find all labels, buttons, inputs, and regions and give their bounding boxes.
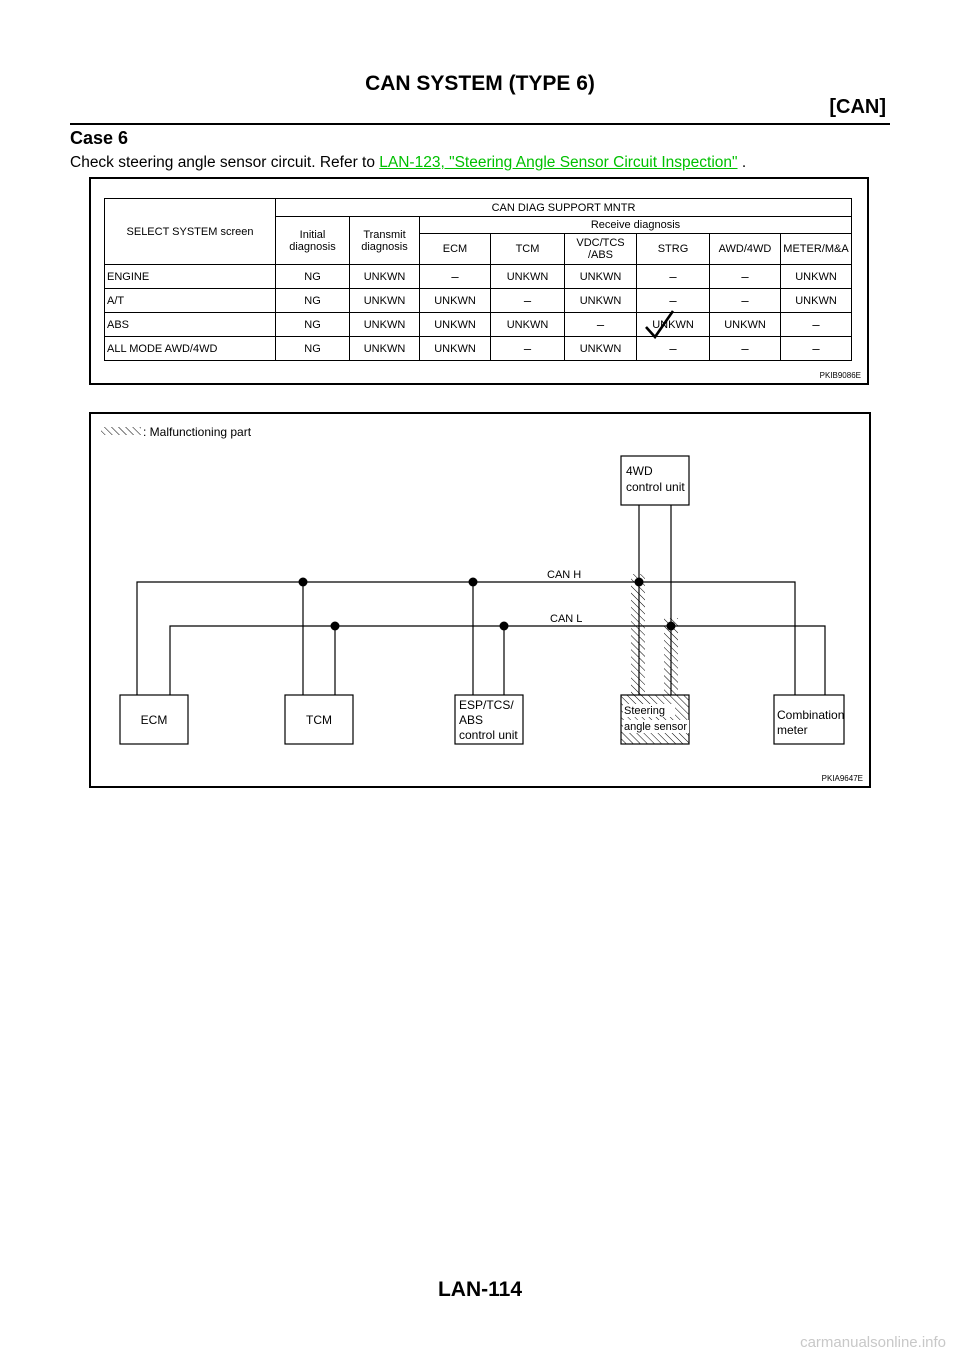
svg-text:angle sensor: angle sensor <box>624 721 687 733</box>
diagnosis-table-figure <box>89 177 869 385</box>
junction-dot <box>635 578 644 587</box>
tcm-unit <box>285 695 353 744</box>
figure-code: PKIB9086E <box>819 371 861 380</box>
row-label: ABS <box>105 313 276 337</box>
table-cell: UNKWN <box>637 313 710 337</box>
svg-text:4WD: 4WD <box>626 464 653 478</box>
ecm-unit <box>120 695 188 744</box>
table-cell: UNKWN <box>420 337 491 361</box>
steering-angle-sensor-unit <box>621 695 689 744</box>
svg-text:control unit: control unit <box>459 728 518 742</box>
table-cell: UNKWN <box>350 265 420 289</box>
abs-control-unit <box>455 695 523 744</box>
checkmark-icon <box>643 309 677 343</box>
table-cell: UNKWN <box>420 313 491 337</box>
table-cell: UNKWN <box>420 289 491 313</box>
table-cell: – <box>710 265 781 289</box>
table-cell: UNKWN <box>710 313 781 337</box>
svg-text:Steering: Steering <box>624 705 665 717</box>
receive-diagnosis-header: Receive diagnosis <box>420 217 852 234</box>
table-cell: NG <box>276 289 350 313</box>
page-number: LAN-114 <box>437 1278 523 1301</box>
legend-text: : Malfunctioning part <box>143 425 252 439</box>
table-cell: UNKWN <box>781 289 852 313</box>
select-system-header: SELECT SYSTEM screen <box>105 199 276 265</box>
case-title: Case 6 <box>70 128 129 148</box>
table-cell: UNKWN <box>350 289 420 313</box>
instruction-text <box>70 154 746 172</box>
junction-dot <box>469 578 478 587</box>
table-cell: – <box>710 289 781 313</box>
table-row <box>105 289 852 313</box>
receive-col-header: VDC/TCS /ABS <box>565 234 637 265</box>
receive-col-header: METER/M&A <box>781 234 852 265</box>
receive-col-header: AWD/4WD <box>710 234 781 265</box>
svg-text:Combination: Combination <box>777 708 845 722</box>
can-wiring-diagram <box>91 414 869 786</box>
svg-text:ESP/TCS/: ESP/TCS/ <box>459 698 514 712</box>
table-cell: – <box>781 337 852 361</box>
table-cell: UNKWN <box>565 337 637 361</box>
can-h-label: CAN H <box>547 569 582 581</box>
row-label: ENGINE <box>105 265 276 289</box>
table-cell: UNKWN <box>350 313 420 337</box>
instruction-prefix: Check steering angle sensor circuit. Refer to <box>70 154 380 171</box>
table-cell: – <box>491 337 565 361</box>
can-l-label: CAN L <box>550 613 583 625</box>
junction-dot <box>331 622 340 631</box>
footer-watermark: carmanualsonline.info <box>800 1334 946 1351</box>
table-cell: UNKWN <box>565 289 637 313</box>
section-tag: [CAN] <box>829 96 886 118</box>
table-cell: – <box>637 265 710 289</box>
table-cell: – <box>781 313 852 337</box>
junction-dot <box>667 622 676 631</box>
receive-col-header: TCM <box>491 234 565 265</box>
table-cell: – <box>637 337 710 361</box>
svg-text:ABS: ABS <box>459 713 484 727</box>
inspection-reference-link[interactable]: LAN-123, "Steering Angle Sensor Circuit Inspection" <box>379 154 738 171</box>
junction-dot <box>500 622 509 631</box>
page-title: CAN SYSTEM (TYPE 6) <box>365 72 595 95</box>
can-diag-table <box>104 198 852 361</box>
svg-text:control unit: control unit <box>626 480 685 494</box>
table-cell: NG <box>276 337 350 361</box>
table-cell: – <box>637 289 710 313</box>
malfunction-wire-h <box>631 574 645 696</box>
can-diag-support-header: CAN DIAG SUPPORT MNTR <box>276 199 852 217</box>
transmit-diagnosis-header: Transmit diagnosis <box>350 217 420 265</box>
table-cell: UNKWN <box>350 337 420 361</box>
row-label: A/T <box>105 289 276 313</box>
wiring-diagram-figure <box>89 412 871 788</box>
table-cell: UNKWN <box>491 265 565 289</box>
initial-diagnosis-header: Initial diagnosis <box>276 217 350 265</box>
table-cell: – <box>491 289 565 313</box>
table-row <box>105 313 852 337</box>
instruction-suffix: . <box>737 154 747 171</box>
can-h-line <box>137 582 795 695</box>
table-cell: UNKWN <box>491 313 565 337</box>
can-l-line <box>170 626 825 695</box>
header-rule <box>70 123 890 125</box>
svg-text:ECM: ECM <box>140 713 168 727</box>
table-row <box>105 337 852 361</box>
table-cell: – <box>420 265 491 289</box>
table-cell: NG <box>276 265 350 289</box>
row-label: ALL MODE AWD/4WD <box>105 337 276 361</box>
combination-meter-unit <box>774 695 844 744</box>
malfunction-legend-swatch <box>101 427 141 435</box>
receive-col-header: ECM <box>420 234 491 265</box>
svg-text:meter: meter <box>777 723 808 737</box>
table-cell: NG <box>276 313 350 337</box>
receive-col-header: STRG <box>637 234 710 265</box>
table-cell: – <box>710 337 781 361</box>
figure-code: PKIA9647E <box>821 774 863 783</box>
svg-text:TCM: TCM <box>306 713 332 727</box>
junction-dot <box>299 578 308 587</box>
awd-control-unit <box>621 456 689 505</box>
table-cell: UNKWN <box>565 265 637 289</box>
table-cell: UNKWN <box>781 265 852 289</box>
table-row <box>105 265 852 289</box>
table-cell: – <box>565 313 637 337</box>
